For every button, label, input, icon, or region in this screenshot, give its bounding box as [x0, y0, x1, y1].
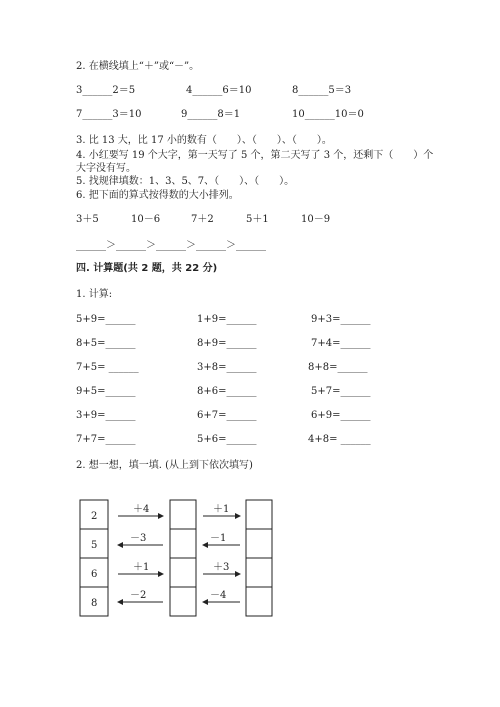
calc-item: 6+9=______ [311, 410, 371, 421]
start-value: 5 [91, 540, 98, 551]
calc-item: 9+5=______ [76, 386, 136, 397]
answer-box[interactable] [170, 587, 196, 616]
answer-box[interactable] [170, 529, 196, 558]
start-value: 8 [91, 598, 98, 609]
q6-order-line: ______＞______＞______＞______＞______ [76, 240, 266, 251]
op-label: －1 [210, 533, 227, 544]
fill-title: 2. 想一想，填一填. (从上到下依次填写) [76, 460, 253, 471]
q2-item: 9______8＝1 [181, 109, 241, 120]
right-column [246, 500, 272, 616]
calc-item: 5+9=______ [76, 314, 136, 325]
answer-box[interactable] [246, 529, 272, 558]
q6-expr: 3＋5 [76, 214, 99, 225]
q4-line1: 4. 小红要写 19 个大字，第一天写了 5 个，第二天写了 3 个，还剩下（ ）个 [76, 150, 434, 161]
start-value: 2 [91, 511, 98, 522]
answer-box[interactable] [246, 587, 272, 616]
op-label: －4 [210, 590, 227, 601]
calc-item: 8+5=______ [76, 338, 136, 349]
calc-item: 7+5= ______ [76, 362, 139, 373]
calc-item: 3+8=______ [197, 362, 257, 373]
calc-item: 4+8= ______ [308, 434, 371, 445]
op-label: ＋3 [213, 562, 230, 573]
calc-item: 5+6=______ [197, 434, 257, 445]
answer-box[interactable] [246, 500, 272, 529]
q6-expr: 10－6 [131, 214, 161, 225]
calc-item: 6+7=______ [197, 410, 257, 421]
q6-expr: 10－9 [301, 214, 331, 225]
middle-column [170, 500, 196, 616]
q5-text: 5. 找规律填数：1、3、5、7、（ ）、（ ）。 [76, 176, 295, 187]
calc-item: 8+8=______ [308, 362, 368, 373]
q2-item: 4______6＝10 [186, 85, 252, 96]
calc-item: 8+9=______ [197, 338, 257, 349]
calc-item: 5+7=______ [311, 386, 371, 397]
q4-line2: 大字没有写。 [76, 163, 136, 174]
answer-box[interactable] [246, 558, 272, 587]
q2-item: 8______5＝3 [292, 85, 352, 96]
calc-title: 1. 计算: [76, 289, 113, 300]
q2-item: 3______2＝5 [76, 85, 136, 96]
q6-expr: 5＋1 [246, 214, 269, 225]
calc-item: 1+9=______ [197, 314, 257, 325]
q6-title: 6. 把下面的算式按得数的大小排列。 [76, 190, 239, 201]
section-heading: 四. 计算题(共 2 题，共 22 分) [76, 263, 218, 274]
op-label: －2 [130, 590, 147, 601]
calc-item: 7+4=______ [311, 338, 371, 349]
q3-text: 3. 比 13 大，比 17 小的数有（ ）、（ ）、（ ）。 [76, 135, 332, 146]
calc-item: 3+9=______ [76, 410, 136, 421]
calc-item: 9+3=______ [311, 314, 371, 325]
q6-expr: 7＋2 [191, 214, 214, 225]
op-label: ＋4 [133, 504, 150, 515]
answer-box[interactable] [170, 558, 196, 587]
calc-item: 7+7=______ [76, 434, 136, 445]
op-label: ＋1 [213, 504, 230, 515]
q2-item: 7______3＝10 [76, 109, 142, 120]
q2-item: 10______10＝0 [292, 109, 364, 120]
op-label: －3 [130, 533, 147, 544]
op-label: ＋1 [133, 562, 150, 573]
q2-title: 2. 在横线填上“＋”或“－”。 [76, 61, 200, 72]
answer-box[interactable] [170, 500, 196, 529]
start-value: 6 [91, 569, 98, 580]
calc-item: 8+6=______ [197, 386, 257, 397]
